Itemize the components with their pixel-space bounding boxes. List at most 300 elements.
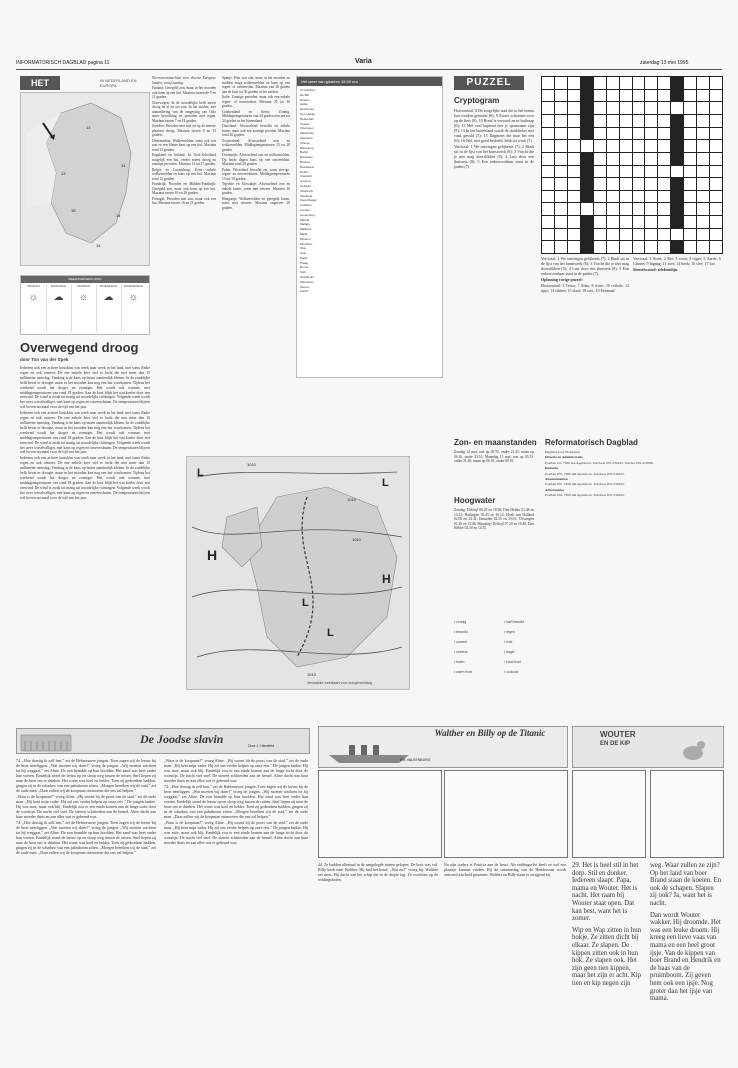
grid-cell [684,178,696,190]
crossword-grid [541,76,723,254]
euro-paragraph: Portugal: Perioden met zon, maar ook een bui. Maxima tussen 16 en 21 graden. [152,196,216,205]
grid-cell [620,178,632,190]
zon-title: Zon- en maanstanden [454,438,537,447]
city-name: Vlissingen [300,126,314,131]
city-name: De Bilt [300,92,309,97]
grid-cell [568,153,580,165]
grid-cell [620,90,632,102]
temperature-table-title: Het weer van gisteren 15.00 uur [297,77,442,86]
sun-icon: ☼ [78,292,89,303]
serial1-col2 [164,758,308,1058]
grid-cell [542,153,554,165]
grid-cell [633,178,645,190]
city-name: Istanboel [300,193,313,198]
grid-cell [684,128,696,140]
grid-cell [620,216,632,228]
forecast-day-label: DINSDAG [76,284,91,288]
serial1-paragraph: 74. „Hoe dorstig ik zelf ben,” zei de Hebreeuwse jongen. Toen zagen wij de leeuw bij de bron neerliggen. „Wat moeten wij doen?” vroeg de jongen. „Wij moeten wachten tot hij weggaat,” zei Aline. De zon brandde op hun hoofden. Het zand was heet onder hun voeten. Eindelijk stond de leeuw op en sloop weg tussen de rotsen. Snel liepen zij naar de bron om te drinken. Het water was koel en helder. Toen zij gedronken hadden, gingen zij in de schaduw van een palmboom zitten. „Morgen bereiken wij de stad,” zei de oude man. „Daar zullen wij de koopman ontmoeten die ons zal helpen.” [164,784,308,819]
euro-paragraph: Zweden: Perioden met zon en op de meeste plaatsen droog. Maxima tussen 8 en 13 graden. [152,124,216,137]
grid-cell [555,102,567,114]
comic-subtitle-wouter: EN DE KIP [600,741,631,747]
forecast-strip [20,275,150,335]
grid-black-cell [671,128,683,140]
grid-cell [684,140,696,152]
grid-cell [607,178,619,190]
map-number: 13 [86,125,91,130]
poem-stanza: Wip en Wap zitten in hun hokje. Ze zitten dicht bij elkaar. Ze slapen. De kippen zitten ook in hun hok. Ze slapen ook. Het zijn geen tien kippen, maar het zijn er acht. Kip tien en kip negen zijn [572,926,642,987]
grid-black-cell [581,178,593,190]
netherlands-map-svg [21,93,149,265]
grid-cell [697,203,709,215]
grid-cell [542,166,554,178]
grid-cell [607,140,619,152]
euro-paragraph: Duitsland: Afwisselend bewolkt en enkele buien, maar ook een zonnige periode. Maxima rond 20 graden. [222,124,290,137]
grid-cell [542,178,554,190]
forecast-head: WEERSVERWACHTING [21,276,149,283]
grid-cell [633,115,645,127]
grid-cell [620,77,632,89]
serial1-paragraph: 74. „Hoe dorstig ik zelf ben,” zei de Hebreeuwse jongen. Toen zagen wij de leeuw bij de bron neerliggen. „Wat moeten wij doen?” vroeg de jongen. „Wij moeten wachten tot hij weggaat,” zei Aline. De zon brandde op hun hoofden. Het zand was heet onder hun voeten. Eindelijk stond de leeuw op en sloop weg tussen de rotsen. Snel liepen zij naar de bron om te drinken. Het water was koel en helder. Toen zij gedronken hadden, gingen zij in de schaduw van een palmboom zitten. „Morgen bereiken wij de stad,” zei de oude man. „Daar zullen wij de koopman ontmoeten die ons zal helpen.” [16,758,156,793]
grid-cell [620,241,632,253]
grid-cell [671,229,683,241]
grid-cell [568,203,580,215]
legend-item: ▪ koud front [504,660,522,664]
city-name: Kopenhagen [300,198,318,203]
isobar-label: 1010 [307,672,316,677]
grid-cell [568,102,580,114]
grid-cell [697,166,709,178]
city-name: Mallorca [300,227,312,232]
map-number: 13 [61,171,66,176]
netherlands-weather-map [20,92,150,266]
grid-cell [658,241,670,253]
map-caption: Verwachte weerkaart voor morgenmiddag [307,681,372,685]
forecast-day-label: ZONDAG [27,284,40,288]
forecast-day-label: DONDERDAG [123,284,144,288]
euro-paragraph: Weersvooruitzichten voor diverse Europese landen, vanaf zondag. [152,76,216,85]
grid-black-cell [581,216,593,228]
euro-paragraph: Griekenland en Kreta: Zonnig. Middagtemperaturen van 24 graden aan zee tot 34 graden in het binnenland. [222,109,290,123]
serial-title-joodse: De Joodse slavin [140,732,224,746]
grid-black-cell [581,241,593,253]
puzzel-clues-col2 [541,256,629,364]
colophon-block: Postbus 670, 7300 AR Apeldoorn. Telefoon 055-539222. [545,493,625,498]
city-name: Athene [300,140,310,145]
colophon-block-title: Redactie [545,466,559,471]
hoogwater-paragraph: Zondag: Delfzijl 06.29 en 18.56; Den Helder 01.48 en 14.12; Harlingen 03.45 en 16.12; Hoek van Holland 02.08 en 14.32; IJmuiden 02.35 en 15.01; Vlissingen 01.20 en 13.48. Maandag: Delfzijl 07.20 en 19.40; Den Helder 02.30 en 14.55. [454,508,534,530]
grid-cell [594,153,606,165]
city-name: Den Helder [300,111,316,116]
city-name: Eindhoven [300,107,315,112]
city-name: Boedapest [300,164,315,169]
grid-cell [633,140,645,152]
forecast-day [21,284,47,332]
grid-cell [555,191,567,203]
city-name: Rome [300,265,309,270]
grid-cell [684,166,696,178]
forecast-day [96,284,122,332]
grid-cell [620,191,632,203]
city-name: Lissabon [300,203,313,208]
grid-cell [658,153,670,165]
grid-black-cell [581,115,593,127]
map-number: 14 [121,163,126,168]
europe-land [247,487,397,667]
grid-black-cell [671,153,683,165]
grid-cell [633,128,645,140]
grid-cell [607,241,619,253]
forecast-day-label: MAANDAG [50,284,67,288]
grid-cell [594,140,606,152]
city-name: Geneve [300,179,311,184]
grid-cell [645,115,657,127]
weather-article-byline: door Ton van der Spek [20,357,69,362]
grid-cell [684,203,696,215]
weather-logo: HET [20,76,60,90]
grid-cell [710,115,722,127]
serial2-paragraph: 44. Ze hadden allemaal in de aangelegde tuinen gelopen. De boot was vol. Billy keek naar Walther. Hij had het koud. „Wat nu?” vroeg hij. Walther zei niets. Hij dacht aan het schip dat in de diepte lag. Ze wachtten op de reddingsboten. [318,862,438,882]
grid-cell [555,90,567,102]
forecast-day-label: WOENSDAG [99,284,118,288]
grid-cell [633,191,645,203]
colophon-block: Postbus 670, 7300 AR Apeldoorn. Telefoon 055-539222. [545,482,625,487]
legend-item: ▪ zonnig [454,620,467,624]
grid-cell [607,115,619,127]
legend-item: ▪ warm front [454,670,473,674]
city-name: Innsbruck [300,188,314,193]
grid-cell [568,90,580,102]
euro-paragraph: Oostenrijk: Afwisselend zon en wolkenvelden. Op beide dagen kans op een onweersbui. Maxima rond 20 graden. [222,153,290,166]
city-name: Oslo [300,251,307,256]
grid-black-cell [581,166,593,178]
city-name: Barcelona [300,145,314,150]
grid-cell [710,166,722,178]
grid-cell [568,128,580,140]
grid-black-cell [671,203,683,215]
grid-cell [710,229,722,241]
oplossing-horizontaal: Horizontaal: 3 Tenor; 7 Alias; 8 rivier; 10 rollade; 12 tipje; 13 ribben; 15 slaaf; 18 ooit; 19 Eenmaal. [541,283,629,293]
grid-cell [568,241,580,253]
grid-cell [620,140,632,152]
grid-cell [697,241,709,253]
map-legend [454,620,554,688]
serial1-paragraph: „Waar is de koopman?” vroeg Aline. „Hij woont bij de poort van de stad,” zei de oude man. „Hij kent mijn vader. Hij zal ons verder helpen op onze reis.” De jongen knikte. Hij was moe, maar ook blij. Eindelijk zou er een einde komen aan de lange tocht door de woestijn. De nacht viel snel. De sterren schitterden aan de hemel. Aline dacht aan haar moeder thuis en aan alles wat er gebeurd was. [164,758,308,783]
grid-black-cell [581,128,593,140]
legend-item: ▪ onweer [454,640,468,644]
grid-cell [594,229,606,241]
grid-black-cell [581,102,593,114]
grid-cell [658,140,670,152]
pressure-high: H [382,572,391,586]
weather-subtitle: IN NEDERLAND EN EUROPA [100,78,137,88]
city-name: Madrid [300,217,310,222]
grid-cell [645,166,657,178]
city-name: Eelde [300,102,308,107]
city-name: Split [300,270,306,275]
grid-cell [542,241,554,253]
serial-author-joodse: Door J. Hiersfeld [248,744,275,748]
grid-cell [607,191,619,203]
grid-black-cell [581,153,593,165]
pressure-low: L [197,467,204,479]
legend-item: ▪ bewolkt [454,630,468,634]
grid-black-cell [671,216,683,228]
grid-black-cell [581,229,593,241]
grid-cell [620,128,632,140]
city-name: Stockholm [300,275,315,280]
grid-cell [542,90,554,102]
grid-cell [620,102,632,114]
grid-cell [697,140,709,152]
puzzel-verticaal-cont: Verticaal: 1 We ontvingen gelijkenis (7); 2 Bladt uit in de lijst van het kunstwerk (6); 3 Vracht die je niet mag doorslikken (5); 4 Lust door een thuisreis (8); 5 Een onbewoonbaar staat in de paden (7). [541,256,629,276]
europe-map-svg [187,457,409,689]
euro-paragraph: Spanje: Hier wat zon, maar in het noorden en midden enige wolkenvelden en kans op een regen- of onweersbui. Maxima van 18 graden aan de kust tot 30 graden in het zuiden. [222,76,290,94]
isobar-label: 1010 [352,537,361,542]
grid-cell [568,229,580,241]
grid-cell [697,153,709,165]
grid-cell [671,102,683,114]
colophon-block: Postbus 2.0, 7300 AA Apeldoorn. Telefoon 055-539222. Telefax 055-419500. [545,460,654,465]
puzzel-logo: PUZZEL [454,76,524,90]
grid-cell [697,229,709,241]
grid-cell [697,77,709,89]
grid-cell [542,203,554,215]
city-name: Malta [300,231,308,236]
grid-cell [633,102,645,114]
grid-cell [710,178,722,190]
euro-paragraph: Engeland en Ierland: In Oost-Schotland mogelijk een bui, verder meest droog en zonnige perioden. Maxima 14 tot 17 graden. [152,153,216,166]
grid-cell [620,203,632,215]
grid-cell [568,216,580,228]
city-name: Brussel [300,159,311,164]
grid-cell [658,229,670,241]
grid-cell [645,102,657,114]
city-name: Warschau [300,279,314,284]
grid-cell [607,128,619,140]
zon-paragraph: Zondag 14 mei: zon op 05.55, onder 21.25; maan op 06.16, onder 23.10. Maandag 15 mei: zon op 05.53, onder 21.26; maan op 06.55, onder 00.10. [454,450,534,463]
grid-cell [645,203,657,215]
colophon-body [545,450,720,700]
grid-cell [594,166,606,178]
serial1-paragraph: „Waar is de koopman?” vroeg Aline. „Hij woont bij de poort van de stad,” zei de oude man. „Hij kent mijn vader. Hij zal ons verder helpen op onze reis.” De jongen knikte. Hij was moe, maar ook blij. Eindelijk zou er een einde komen aan de lange tocht door de woestijn. De nacht viel snel. De sterren schitterden aan de hemel. Aline dacht aan haar moeder thuis en aan alles wat er gebeurd was. [164,820,308,845]
city-name: Aberdeen [300,135,314,140]
grid-cell [607,166,619,178]
city-name: Luxemburg [300,212,316,217]
city-name: Moskou [300,236,311,241]
serial-author-walther: RIK VALKENBURG [400,758,431,762]
grid-cell [542,102,554,114]
grid-cell [568,166,580,178]
grid-cell [620,115,632,127]
grid-cell [645,128,657,140]
oplossing-verticaal: Verticaal: 1 Stoet; 2 Rei; 3 zoon; 4 tijger; 5 Aarde; 6 Linnen; 9 Ingang; 11 zoet; 14 boek; 16 slee; 17 loo. [633,256,721,266]
comic-title-wouter: WOUTER [600,730,636,739]
legend-item: ▪ mist [504,640,513,644]
colophon-block: Postbus 670, 7300 AR Apeldoorn. Telefoon 055-539222. [545,471,625,476]
walther-panel [318,770,442,858]
euro-paragraph: Frankrijk: Noorden en Midden-Frankrijk: Geregeld zon, maar ook kans op een bui. Maxima tussen 16 en 20 graden. [152,182,216,195]
legend-item: ▪ occlusie [504,670,519,674]
puzzel-verticaal: Verticaal: 1 We ontvingen gelijkenis (7); 2 Bladt uit in de lijst van het kunstwerk (6); 3 Vracht die je niet mag doorslikken (5); 4 Lust door een thuisreis (8); 5 Een onbewoonbaar staat in de paden (7). [454,144,534,169]
grid-cell [594,203,606,215]
grid-cell [594,115,606,127]
grid-cell [607,203,619,215]
europe-weather-map [186,456,410,690]
grid-cell [607,77,619,89]
euro-paragraph: Tsjechie en Slowakije: Afwisselend zon en enkele buien, soms met onweer. Maxima 16 graden. [222,182,290,195]
city-name: Amsterdam [300,88,316,92]
grid-cell [710,140,722,152]
grid-cell [555,203,567,215]
puzzel-clues-col3 [633,256,721,364]
grid-black-cell [671,115,683,127]
grid-cell [568,178,580,190]
header-rule [16,69,722,70]
grid-cell [555,140,567,152]
serial1-col1 [16,758,156,1058]
grid-cell [607,216,619,228]
grid-cell [710,241,722,253]
map-number: 14 [96,243,101,248]
euro-paragraph: Zwitserland: Afwisselend zon en wolkenvelden. Middagtemperaturen 15 tot 20 graden. [222,138,290,152]
wouter-panel [572,770,646,858]
city-name: Parijs [300,255,308,260]
grid-cell [607,229,619,241]
grid-cell [581,140,593,152]
grid-cell [568,191,580,203]
grid-black-cell [671,140,683,152]
grid-cell [658,128,670,140]
grid-cell [581,203,593,215]
serial-title-walther: Walther en Billy op de Titanic [434,728,546,738]
colosseum-icon [17,729,77,753]
land-shape [46,103,131,243]
grid-cell [645,241,657,253]
grid-cell [684,229,696,241]
grid-black-cell [671,90,683,102]
grid-cell [684,102,696,114]
poem-stanza: 29. Het is heel stil in het dorp. Stil en donker. Iedereen slaapt. Papa, mama en Wouter. Het is nacht. Het raam bij Wouter staat open. Dat kan best, want het is zomer. [572,862,639,923]
forecast-day [46,284,72,332]
grid-cell [594,178,606,190]
grid-cell [633,153,645,165]
isobar-label: 1010 [247,462,256,467]
euro-paragraph: Belgie en Luxemburg: Eerst enkele wolkenvelden en kans op een bui. Maxima rond 13 graden. [152,167,216,181]
grid-cell [697,102,709,114]
grid-cell [645,90,657,102]
forecast-day [121,284,146,332]
grid-cell [594,241,606,253]
grid-cell [594,90,606,102]
grid-cell [633,203,645,215]
grid-black-cell [581,191,593,203]
header-center: Varia [355,58,372,65]
city-name: Munchen [300,241,313,246]
grid-cell [671,166,683,178]
grid-cell [684,241,696,253]
grid-cell [710,90,722,102]
grid-cell [658,102,670,114]
grid-cell [710,128,722,140]
legend-item: ▪ half bewolkt [504,620,525,624]
legend-item: ▪ buien [454,660,465,664]
grid-cell [710,191,722,203]
city-name: Zurich [300,289,309,294]
pressure-low: L [302,597,309,609]
grid-cell [645,216,657,228]
article-paragraph: Iedereen ook een actieve basisklas van week naar week in het land, met soms flinke regen en ook onweer. De ene enkele keer viel er lucht die met meer dan 15 millimeter neerslag. Vandaag is de kans op buien aanzienlijk kleiner. In de zuidelijke helft bevat er droogte, maar in het noorden kan nog een bui voorkomen. Tijdens het weekend wordt het droger en zonniger. Het wordt ook warmer, met middagtemperaturen van rond 18 graden. Aan de kust blijft het wat koeler door een zeewind. De wind is zwak tot matig uit noordelijke richtingen. Volgende week wordt het weer wisselvalliger, met kans op regen en onweersbuien. De temperaturen blijven wel boven normaal voor de tijd van het jaar. [20,411,150,455]
comic-banner-wouter [572,726,724,768]
grid-cell [620,229,632,241]
grid-cell [697,115,709,127]
grid-cell [697,178,709,190]
grid-cell [633,241,645,253]
grid-cell [710,203,722,215]
city-name: Twente [300,121,310,126]
grid-cell [697,191,709,203]
temperature-rows [297,86,442,296]
puzzel-clues-col1 [454,108,534,368]
euro-paragraph: Noorwegen: In de noordelijke helft meest droog en af en toe zon. In het zuiden, met uitzondering van de omgeving van Oslo meer bewolking en perioden met regen. Maxima tussen 7 en 14 graden. [152,100,216,123]
article-paragraph: Iedereen ook een actieve basisklas van week naar week in het land, met soms flinke regen en ook onweer. De ene enkele keer viel er lucht die met meer dan 15 millimeter neerslag. Vandaag is de kans op buien aanzienlijk kleiner. In de zuidelijke helft bevat er droogte, maar in het noorden kan nog een bui voorkomen. Tijdens het weekend wordt het droger en zonniger. Het wordt ook warmer, met middagtemperaturen van rond 18 graden. Aan de kust blijft het wat koeler door een zeewind. De wind is zwak tot matig uit noordelijke richtingen. Volgende week wordt het weer wisselvalliger, met kans op regen en onweersbuien. De temperaturen blijven wel boven normaal voor de tijd van het jaar. [20,366,150,410]
grid-cell [633,77,645,89]
euro-paragraph: Finland: Geregeld zon, maar in het noorden ook kans op een bui. Maxima tussen de 5 en 11 graden. [152,86,216,99]
temperature-table [296,76,443,378]
grid-cell [568,140,580,152]
grid-cell [633,166,645,178]
grid-cell [684,115,696,127]
grid-cell [555,128,567,140]
cloud-icon: ☁ [103,292,114,303]
grid-cell [697,128,709,140]
kip-icon [573,727,723,767]
grid-cell [645,153,657,165]
grid-black-cell [671,77,683,89]
wouter-poem-col2 [650,862,722,1052]
grid-cell [645,77,657,89]
euro-paragraph: Italie: Zonnige perioden, maar ook een enkele regen- of onweersbui. Maxima 25 tot 30 graden. [222,95,290,108]
weather-article-title: Overwegend droog [20,340,139,355]
euro-paragraph: Polen: Wisselend bewolkt en, soms stevige, regen- en onweersbuien. Middagtemperaturen 13 tot 18 graden. [222,167,290,181]
grid-cell [555,115,567,127]
city-name: Wenen [300,284,310,289]
grid-cell [594,102,606,114]
grid-cell [607,90,619,102]
cryptogram-title: Cryptogram [454,96,500,105]
serial2-col2 [444,862,566,982]
grid-cell [555,229,567,241]
grid-cell [542,128,554,140]
grid-cell [658,203,670,215]
grid-cell [555,178,567,190]
grid-cell [607,153,619,165]
grid-cell [633,216,645,228]
pressure-low: L [327,627,334,639]
serial1-paragraph: 74. „Hoe dorstig ik zelf ben,” zei de Hebreeuwse jongen. Toen zagen wij de leeuw bij de bron neerliggen. „Wat moeten wij doen?” vroeg de jongen. „Wij moeten wachten tot hij weggaat,” zei Aline. De zon brandde op hun hoofden. Het zand was heet onder hun voeten. Eindelijk stond de leeuw op en sloop weg tussen de rotsen. Snel liepen zij naar de bron om te drinken. Het water was koel en helder. Toen zij gedronken hadden, gingen zij in de schaduw van een palmboom zitten. „Morgen bereiken wij de stad,” zei de oude man. „Daar zullen wij de koopman ontmoeten die ons zal helpen.” [16,820,156,855]
grid-cell [658,216,670,228]
grid-cell [684,216,696,228]
grid-cell [594,191,606,203]
grid-cell [568,115,580,127]
grid-cell [555,166,567,178]
poem-stanza: weg. Waar zullen ze zijn? Op het land van boer Brand staan de koeien. En ook de schapen. Slapen zij ook? Ja, want het is nacht. [650,862,722,907]
poem-stanza: Dan wordt Wouter wakker. Hij droomde. Het was een leuke droom. Hij kreeg een lieve vaas van mama en een heel groot ijsje. Van de kippen van boer Brand en Hendrik en de baas van de pruimboom. Zij geven hem ook een ijsje. Nog groter dan het ijsje van mama. [650,911,721,1003]
city-name: Londen [300,207,311,212]
colophon-block-title: Abonnementen [545,477,568,482]
walther-panel [444,770,568,858]
legend-item: ▪ hagel [504,650,515,654]
grid-cell [555,241,567,253]
